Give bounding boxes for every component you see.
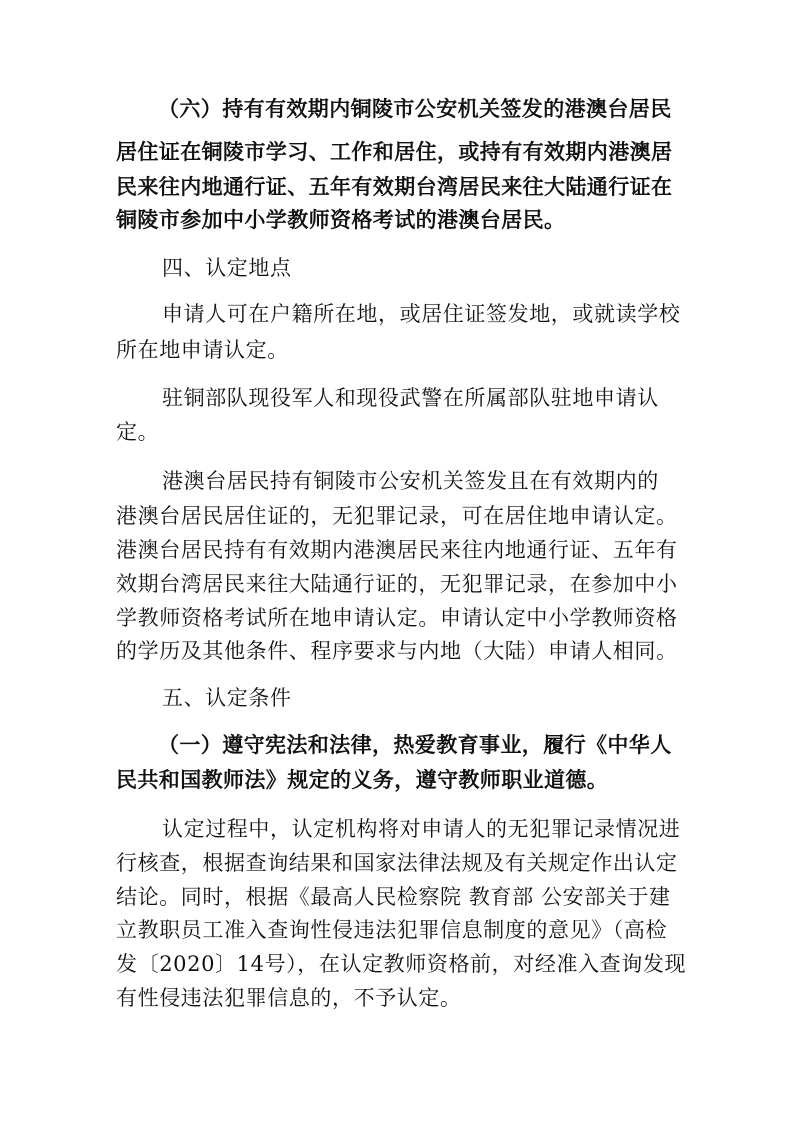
paragraph-line: 学教师资格考试所在地申请认定。申请认定中小学教师资格: [116, 606, 678, 630]
paragraph-line: 申请人可在户籍所在地，或居住证签发地，或就读学校: [162, 302, 681, 326]
paragraph-line: 定。: [116, 420, 160, 444]
paragraph-line: 驻铜部队现役军人和现役武警在所属部队驻地申请认: [162, 386, 659, 410]
section-heading-certification-location: 四、认定地点: [162, 256, 292, 280]
paragraph-line: 铜陵市参加中小学教师资格考试的港澳台居民。: [116, 208, 566, 232]
paragraph-line: 居住证在铜陵市学习、工作和居住，或持有有效期内港澳居: [116, 140, 673, 164]
paragraph-line: 立教职员工准入查询性侵违法犯罪信息制度的意见》（高检: [116, 918, 668, 942]
paragraph-line-hk-macao-taiwan-resident-condition: （六）持有有效期内铜陵市公安机关签发的港澳台居民: [158, 97, 672, 121]
paragraph-line: 民来往内地通行证、五年有效期台湾居民来往大陆通行证在: [116, 175, 673, 199]
paragraph-line: 行核查，根据查询结果和国家法律法规及有关规定作出认定: [116, 851, 678, 875]
paragraph-line-condition-one: （一）遵守宪法和法律，热爱教育事业，履行《中华人: [158, 733, 672, 757]
paragraph-line: 港澳台居民持有有效期内港澳居民来往内地通行证、五年有: [116, 538, 678, 562]
section-heading-certification-conditions: 五、认定条件: [162, 686, 292, 710]
paragraph-line: 有性侵违法犯罪信息的，不予认定。: [116, 986, 462, 1010]
paragraph-line: 所在地申请认定。: [116, 338, 289, 362]
paragraph-line: 认定过程中，认定机构将对申请人的无犯罪记录情况进: [162, 817, 681, 841]
paragraph-line: 民共和国教师法》规定的义务，遵守教师职业道德。: [116, 768, 609, 792]
paragraph-line: 结论。同时，根据《最高人民检察院 教育部 公安部关于建: [116, 885, 671, 909]
paragraph-line: 效期台湾居民来往大陆通行证的，无犯罪记录，在参加中小: [116, 572, 678, 596]
paragraph-line: 港澳台居民持有铜陵市公安机关签发且在有效期内的: [162, 469, 659, 493]
paragraph-line: 港澳台居民居住证的，无犯罪记录，可在居住地申请认定。: [116, 504, 678, 528]
paragraph-line: 发〔2020〕14号），在认定教师资格前，对经准入查询发现: [116, 952, 687, 976]
paragraph-line: 的学历及其他条件、程序要求与内地（大陆）申请人相同。: [116, 639, 678, 663]
